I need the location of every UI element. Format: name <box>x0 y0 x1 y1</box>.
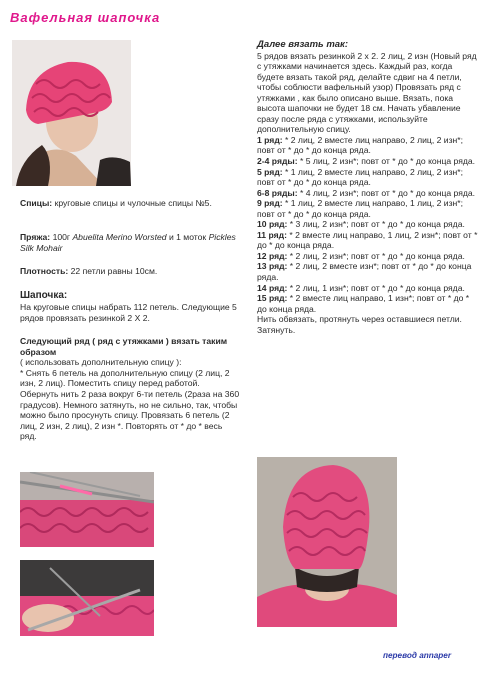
decrease-row <box>257 293 479 314</box>
decrease-row <box>257 251 479 262</box>
decrease-rows <box>257 135 479 314</box>
next-row-text: * Снять 6 петель на дополнительную спицу (2 лиц, 2 изн, 2 лиц). Поместить спицу перед работой. Обернуть нить 2 раза вокруг 6-ти петель (2раза на 360 градусов). Немного затянуть, но не сильно, так, чтобы можно было просунуть спицу. Провязать 6 петель (2 лиц, 2 изн, 2 лиц), 2 изн *. Повторять от * до * весь ряд. <box>20 367 240 442</box>
decrease-row-label: 6-8 ряды: <box>257 187 298 198</box>
decrease-row-text: * 3 лиц, 2 изн*; повт от * до * до конца ряда. <box>287 219 465 230</box>
decrease-row <box>257 156 479 167</box>
decrease-row <box>257 135 479 156</box>
yarn-line: Пряжа: 100г Abuelita Merino Worsted и 1 моток Pickles Silk Mohair <box>20 232 236 253</box>
knitting-needles-photo-1 <box>20 472 154 547</box>
decrease-row <box>257 261 479 282</box>
decrease-row <box>257 188 479 199</box>
decrease-row-label: 14 ряд: <box>257 282 288 293</box>
next-row-subheading: ( использовать дополнительную спицу ): <box>20 357 182 368</box>
decrease-row-label: 1 ряд: <box>257 134 283 145</box>
decrease-row <box>257 219 479 230</box>
decrease-row-label: 11 ряд: <box>257 229 287 240</box>
decrease-row <box>257 283 479 294</box>
then-heading: Далее вязать так: <box>257 39 349 50</box>
decrease-row-text: * 1 лиц, 2 вместе лиц направо, 1 лиц, 2 изн*; повт от * до * до конца ряда. <box>257 198 464 219</box>
decrease-row-label: 13 ряд: <box>257 261 288 272</box>
decrease-row <box>257 198 479 219</box>
then-intro: 5 рядов вязать резинкой 2 х 2. 2 лиц, 2 изн (Новый ряд с утяжками начинается здесь. Каждый раз, когда будете вязать такой ряд, делайте сдвиг на 4 петли, чтобы соблюсти вафельный узор) Провязать ряд с утяжками , как было описано выше. Вязать, пока высота шапочки не будет 18 см. Начать убавление сразу после ряда с утяжками, используйте дополнительную спицу. <box>257 50 477 135</box>
decrease-row-text: * 2 лиц, 2 вместе лиц направо, 2 лиц, 2 изн*; повт от * до * до конца ряда. <box>257 134 464 156</box>
decrease-row-label: 10 ряд: <box>257 219 288 230</box>
decrease-row-text: * 2 лиц, 2 изн*; повт от * до * до конца ряда. <box>287 250 465 261</box>
hat-profile-photo <box>12 40 131 186</box>
decrease-row-text: * 2 лиц, 2 вместе изн*; повт от * до * до конца ряда. <box>257 261 472 283</box>
decrease-row-text: * 4 лиц, 2 изн*; повт от * до * до конца ряда. <box>297 187 476 198</box>
decrease-row-label: 2-4 ряды: <box>257 156 298 167</box>
density-line: Плотность: 22 петли равны 10см. <box>20 266 158 276</box>
knitting-needles-photo-2 <box>20 560 154 636</box>
cap-text: На круговые спицы набрать 112 петель. Следующие 5 рядов провязать резинкой 2 Х 2. <box>20 302 237 323</box>
decrease-row-text: * 5 лиц, 2 изн*; повт от * до * до конца ряда. <box>297 156 476 167</box>
page-title: Вафельная шапочка <box>10 10 161 25</box>
next-row-heading: Следующий ряд ( ряд с утяжками ) вязать таким образом <box>20 336 228 357</box>
decrease-row-text: * 1 лиц, 2 вместе лиц направо, 2 лиц, 2 изн*; повт от * до * до конца ряда. <box>257 166 464 188</box>
decrease-row-text: * 2 вместе лиц направо, 1 лиц, 2 изн*; повт от * до * до конца ряда. <box>257 229 478 251</box>
decrease-row <box>257 167 479 188</box>
hat-top-photo <box>257 457 397 627</box>
decrease-row-label: 15 ряд: <box>257 293 288 304</box>
decrease-row-label: 5 ряд: <box>257 166 283 177</box>
decrease-row-label: 9 ряд: <box>257 198 283 209</box>
decrease-row-text: * 2 лиц, 1 изн*; повт от * до * до конца ряда. <box>287 282 465 293</box>
decrease-row <box>257 230 479 251</box>
spokes-line: Спицы: круговые спицы и чулочные спицы №5. <box>20 198 212 208</box>
cap-heading: Шапочка: <box>20 290 68 301</box>
translation-credit: перевод annaper <box>383 651 452 660</box>
finish-text: Нить обвязать, протянуть через оставшиеся петли. Затянуть. <box>257 314 462 335</box>
decrease-row-text: * 2 вместе лиц направо, 1 изн*; повт от * до * до конца ряда. <box>257 293 470 314</box>
decrease-row-label: 12 ряд: <box>257 250 288 261</box>
